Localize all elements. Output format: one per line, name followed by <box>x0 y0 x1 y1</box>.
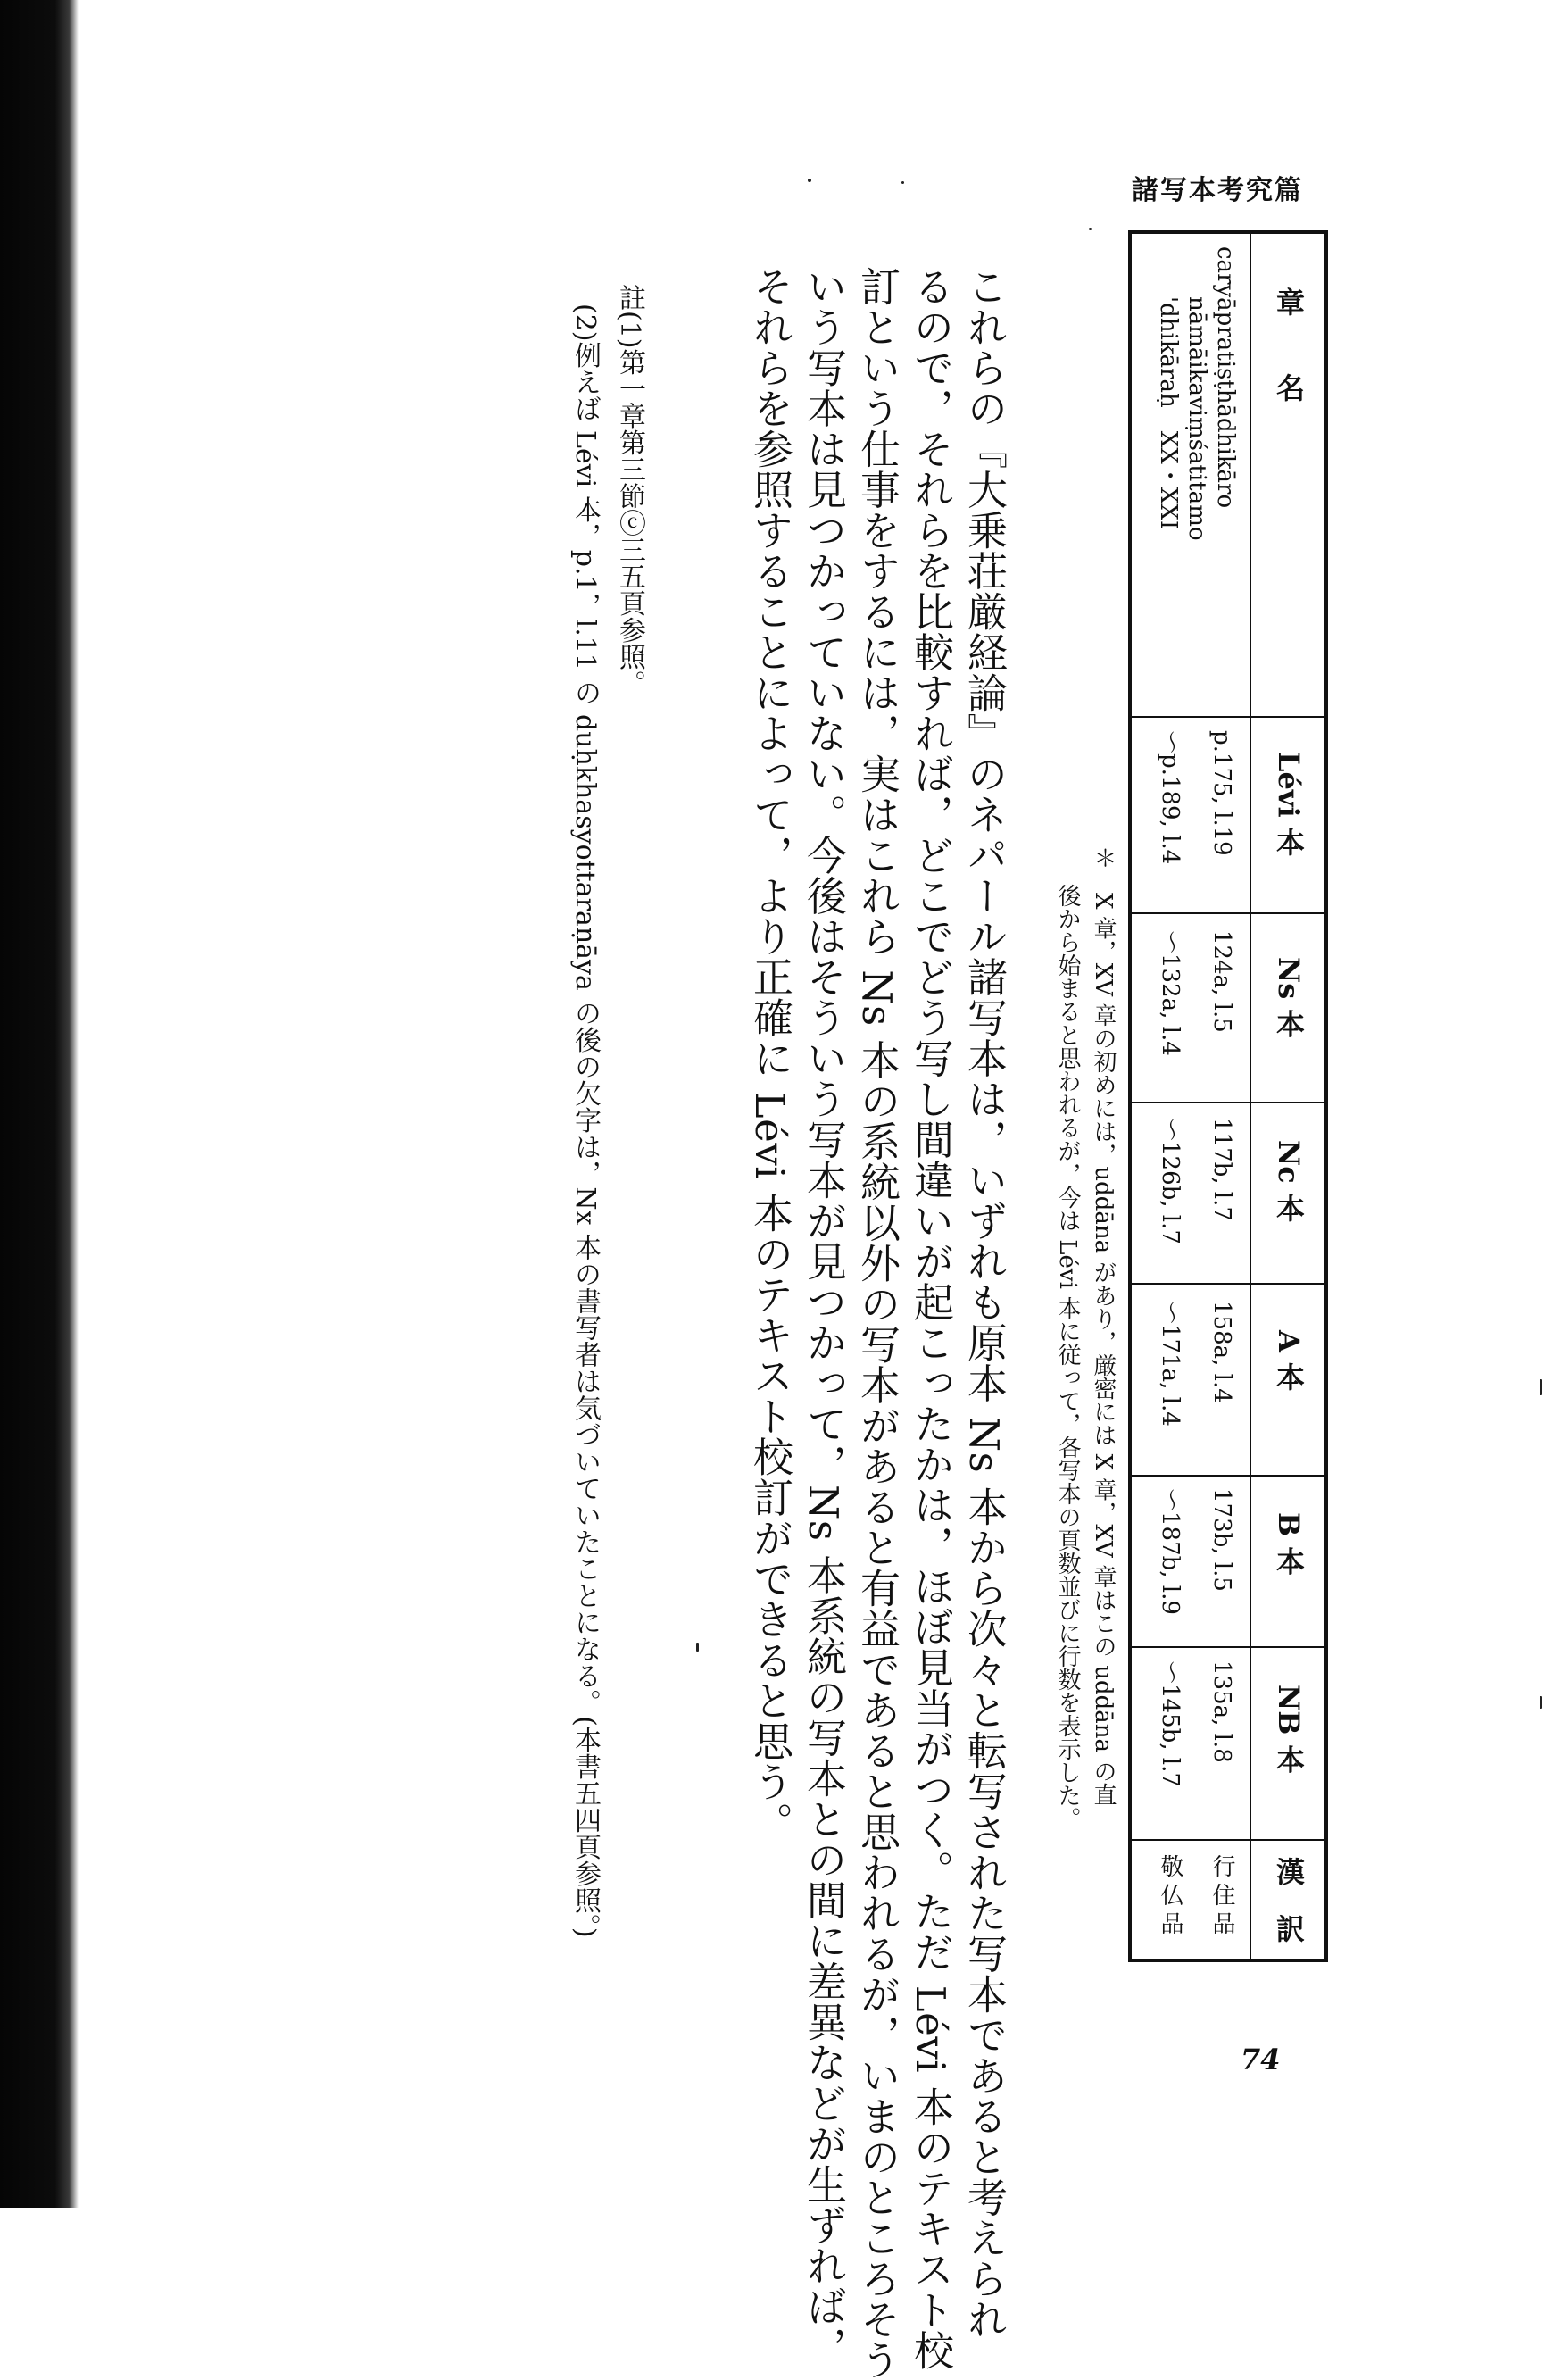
table-column-divider <box>1250 234 1251 1959</box>
header-levi: Lévi 本 <box>1272 752 1306 856</box>
cell-b-end: ～187b, l.9 <box>1157 1488 1183 1615</box>
scan-speck <box>1540 1379 1542 1395</box>
scan-speck <box>1089 228 1092 230</box>
cell-nb-start: 135a, l.8 <box>1208 1660 1235 1763</box>
scan-shadow-edge <box>0 0 79 2208</box>
cell-name-line1: caryāpratiṣṭhādhikāro <box>1212 246 1239 509</box>
table-note-line1: ＊ X 章，XV 章の初めには，uddāna があり，厳密には X 章，XV 章はこの uddāna の直 <box>1090 846 1117 1807</box>
body-line-3: 訂という仕事をするには，実はこれら Ns 本の系統以外の写本があると有益であると思われるが，いまのところそう <box>853 266 901 2380</box>
scan-speck <box>1540 1696 1542 1709</box>
header-kanyaku: 漢 訳 <box>1272 1857 1306 1943</box>
header-nc: Nc 本 <box>1272 1140 1306 1222</box>
manuscript-table <box>1128 230 1328 1962</box>
section-title: 諸写本考究篇 <box>1132 175 1303 206</box>
cell-name-line3: 'dhikāraḥ XX・XXI <box>1155 296 1182 530</box>
cell-a-end: ～171a, l.4 <box>1157 1301 1183 1427</box>
cell-nc-start: 117b, l.7 <box>1208 1118 1235 1221</box>
cell-nc-end: ～126b, l.7 <box>1157 1118 1183 1244</box>
table-note-line2: 後から始まると思われるが，今は Lévi 本に従って，各写本の頁数並びに行数を表示した。 <box>1054 884 1081 1831</box>
cell-nb-end: ～145b, l.7 <box>1157 1660 1183 1787</box>
scan-speck <box>901 181 904 184</box>
cell-levi-end: ～p.189, l.4 <box>1157 730 1183 865</box>
table-divider <box>1132 1102 1324 1103</box>
table-divider <box>1132 912 1324 914</box>
header-b: B 本 <box>1272 1512 1306 1576</box>
body-line-1: これらの『大乗荘厳経論』のネパール諸写本は，いずれも原本 Ns 本から次々と転写された写本であると考えられ <box>960 266 1008 2340</box>
header-chapter-name: 章 名 <box>1272 287 1306 402</box>
header-a: A 本 <box>1272 1330 1306 1391</box>
cell-kanyaku-2: 敬仏品 <box>1157 1854 1183 1940</box>
page-number: 74 <box>1241 2043 1281 2076</box>
cell-b-start: 173b, l.5 <box>1208 1488 1235 1592</box>
cell-ns-end: ～132a, l.4 <box>1157 930 1183 1056</box>
table-divider <box>1132 716 1324 718</box>
body-line-4: いう写本は見つかっていない。今後はそういう写本が見つかって，Ns 本系統の写本との間に差異などが生ずれば， <box>800 266 847 2368</box>
body-line-2: るので，それらを比較すれば，どこでどう写し間違いが起こったかは，ほぼ見当がつく。ただ Lévi 本のテキスト校 <box>907 266 954 2371</box>
scan-speck <box>808 179 811 182</box>
cell-name-line2: nāmāikaviṃśatitamo <box>1183 296 1210 541</box>
footnote-1: 註(1)第一章第三節ⓒ三五頁参照。 <box>614 284 645 697</box>
footnote-2: (2)例えば Lévi 本，p.1，l.11 の duḥkhasyottaraṇāya の後の欠字は，Nx 本の書写者は気づいていたことになる。(本書五四頁参照。) <box>569 304 601 1938</box>
cell-ns-start: 124a, l.5 <box>1208 930 1235 1033</box>
cell-a-start: 158a, l.4 <box>1208 1301 1235 1403</box>
table-divider <box>1132 1283 1324 1285</box>
cell-levi-start: p.175, l.19 <box>1208 730 1235 856</box>
body-line-5: それらを参照することによって，より正確に Lévi 本のテキスト校訂ができると思う。 <box>746 266 793 1843</box>
table-divider <box>1132 1475 1324 1477</box>
table-divider <box>1132 1839 1324 1841</box>
table-divider <box>1132 1646 1324 1648</box>
scan-speck <box>696 1643 699 1652</box>
header-ns: Ns 本 <box>1272 957 1306 1038</box>
cell-kanyaku-1: 行住品 <box>1208 1854 1235 1940</box>
header-nb: NB 本 <box>1272 1685 1306 1774</box>
